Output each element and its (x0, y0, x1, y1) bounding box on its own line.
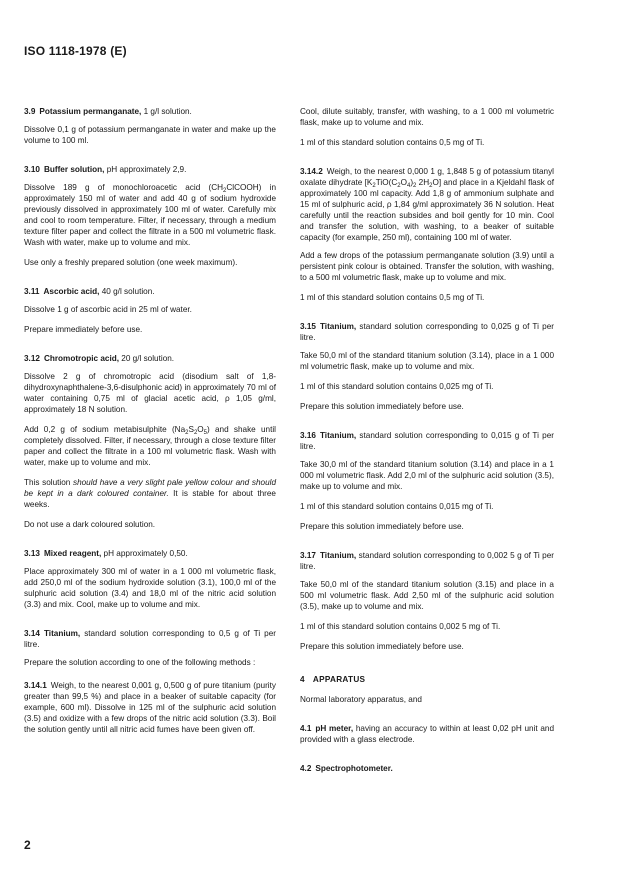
paragraph: Take 50,0 ml of the standard titanium solution (3.14), place in a 1 000 ml volumetric flask, make up to volume and mix. (300, 351, 554, 371)
paragraph: Take 30,0 ml of the standard titanium solution (3.14) and place in a 1 000 ml volumetric flask. Add 2,0 ml of the sulphuric acid solution (3.5), make up to volume and mix. (300, 460, 554, 491)
paragraph: Add a few drops of the potassium permanganate solution (3.9) until a persistent pink colour is obtained. Transfer the solution, with washing, to a 500 ml volumetric flask, make up to volume and mix. (300, 251, 554, 282)
section-3-16-heading: 3.16 Titanium, standard solution corresponding to 0,015 g of Ti per litre. (300, 431, 554, 451)
paragraph: Take 50,0 ml of the standard titanium solution (3.15) and place in a 500 ml volumetric flask. Add 2,50 ml of the sulphuric acid solution (3.5), make up to volume and mix. (300, 580, 554, 611)
paragraph: Dissolve 1 g of ascorbic acid in 25 ml of water. (24, 305, 192, 314)
paragraph: Prepare this solution immediately before use. (300, 642, 464, 651)
section-4-1-heading: 4.1 pH meter, having an accuracy to within at least 0,02 pH unit and provided with a glass electrode. (300, 724, 555, 744)
section-4-heading: 4 APPARATUS (300, 675, 366, 684)
section-3-10-heading: 3.10 Buffer solution, pH approximately 2,9. (24, 165, 187, 174)
paragraph: 1 ml of this standard solution contains 0,015 mg of Ti. (300, 502, 494, 511)
paragraph: Place approximately 300 ml of water in a 1 000 ml volumetric flask, add 250,0 ml of the sodium hydroxide solution (3.1), 100,0 ml of the sulphuric acid solution (3.4) and 18,0 ml of the nitric acid solution (3.3) and mix. Cool, make up to volume and mix. (24, 567, 276, 609)
paragraph: Cool, dilute suitably, transfer, with washing, to a 1 000 ml volumetric flask, make up to volume and mix. (300, 107, 554, 127)
section-4-2-heading: 4.2 Spectrophotometer. (300, 764, 393, 773)
paragraph: Normal laboratory apparatus, and (300, 695, 422, 704)
section-3-17-heading: 3.17 Titanium, standard solution corresponding to 0,002 5 g of Ti per litre. (300, 551, 554, 571)
paragraph: Dissolve 0,1 g of potassium permanganate in water and make up the volume to 100 ml. (24, 125, 276, 145)
paragraph: Prepare immediately before use. (24, 325, 143, 334)
paragraph: Dissolve 2 g of chromotropic acid (disodium salt of 1,8-dihydroxynaphthalene-3,6-disulphonic acid) in approximately 70 ml of water containing 0,75 ml of glacial acetic acid, ρ 1,05 g/ml, approximately 18 N solution. (24, 372, 276, 414)
paragraph: Do not use a dark coloured solution. (24, 520, 156, 529)
section-3-15-heading: 3.15 Titanium, standard solution corresponding to 0,025 g of Ti per litre. (300, 322, 554, 342)
paragraph: This solution should have a very slight pale yellow colour and should be kept in a dark coloured container. It is stable for about three weeks. (24, 478, 276, 509)
section-3-11-heading: 3.11 Ascorbic acid, 40 g/l solution. (24, 287, 155, 296)
page-number: 2 (24, 838, 31, 852)
section-3-14-2: 3.14.2 Weigh, to the nearest 0,000 1 g, 1,848 5 g of potassium titanyl oxalate dihydrate [$K_2TiO(C_2O_4)_2$ $2H_2O$] and place in a Kjeldahl flask of approximately 100 ml capacity. Add 1,8 g of ammonium sulphate and 15 ml of sulphuric acid, ρ 1,84 g/ml approximately 36 N solution. Heat carefully until the reaction subsides and boil gently for 10 min. Cool and transfer the solution, with washing, to a beaker of suitable capacity (for example, 250 ml), containing 100 ml of water. (300, 167, 555, 242)
paragraph: 1 ml of this standard solution contains 0,5 mg of Ti. (300, 293, 485, 302)
paragraph: Use only a freshly prepared solution (one week maximum). (24, 258, 238, 267)
paragraph: 1 ml of this standard solution contains 0,5 mg of Ti. (300, 138, 485, 147)
paragraph: 1 ml of this standard solution contains 0,002 5 mg of Ti. (300, 622, 501, 631)
section-3-9-heading: 3.9 Potassium permanganate, 1 g/l solution. (24, 107, 192, 116)
left-column (24, 106, 276, 742)
paragraph: Prepare this solution immediately before use. (300, 402, 464, 411)
section-3-14-1: 3.14.1 Weigh, to the nearest 0,001 g, 0,500 g of pure titanium (purity greater than 99,5 %) and place in a beaker of suitable capacity (for example, 600 ml). Dissolve in 125 ml of the sulphuric acid solution (3.5) and oxidize with a few drops of the nitric acid solution (3.3). Boil the solution gently until all nitric acid fumes have been given off. (24, 681, 276, 734)
paragraph: Add 0,2 g of sodium metabisulphite $(Na_2S_2O_5)$ and shake until completely dissolved. Filter, if necessary, through a close texture filter paper and collect the filtrate in a 100 ml volumetric flask. Wash with water, make up to volume and mix. (24, 425, 276, 467)
paragraph: Dissolve 189 g of monochloroacetic acid $(CH_2ClCOOH)$ in approximately 150 ml of water and add 40 g of sodium hydroxide previously dissolved in approximately 100 ml of water. Carefully mix and cool to room temperature. Filter, if necessary, through a medium texture filter paper and collect the filtrate in a 500 ml volumetric flask. Wash with water, make up to volume and mix. (24, 183, 277, 247)
paragraph: 1 ml of this standard solution contains 0,025 mg of Ti. (300, 382, 494, 391)
section-3-14-heading: 3.14 Titanium, standard solution corresponding to 0,5 g of Ti per litre. (24, 629, 276, 649)
section-3-12-heading: 3.12 Chromotropic acid, 20 g/l solution. (24, 354, 175, 363)
right-column (300, 106, 554, 781)
section-3-13-heading: 3.13 Mixed reagent, pH approximately 0,50. (24, 549, 188, 558)
paragraph: Prepare this solution immediately before use. (300, 522, 464, 531)
document-header: ISO 1118-1978 (E) (24, 44, 127, 58)
paragraph: Prepare the solution according to one of the following methods : (24, 658, 256, 667)
